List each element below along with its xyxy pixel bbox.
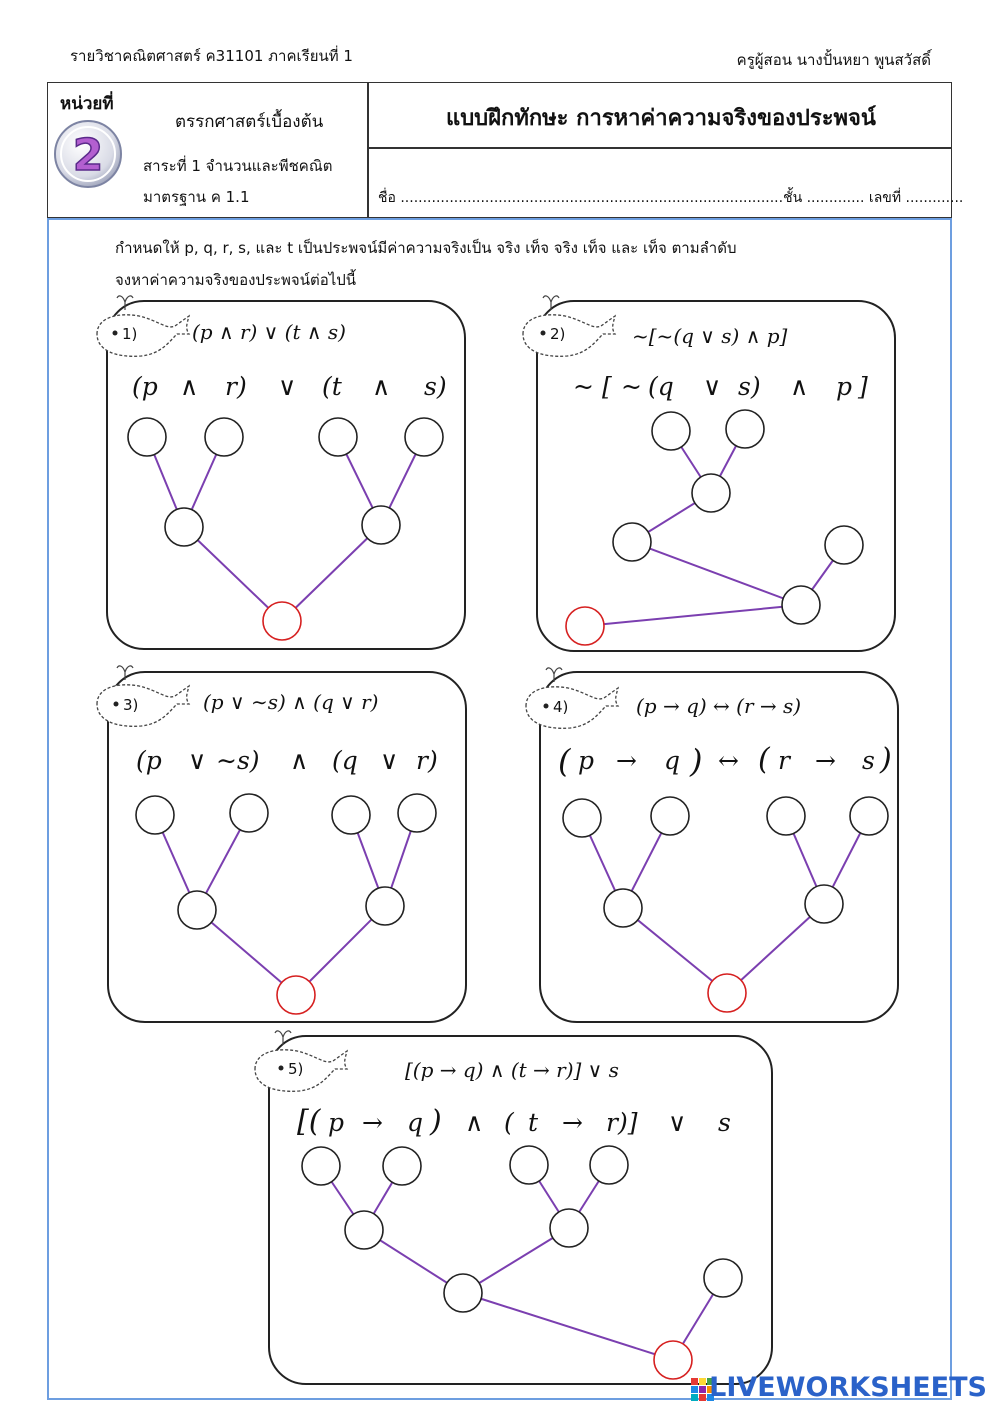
p3-token: ∧ [290,746,309,775]
problem-2-formula: ~[~(q ∨ s) ∧ p] [632,324,788,348]
answer-node[interactable] [205,418,243,456]
final-answer-node-2[interactable] [566,607,604,645]
name-field[interactable]: ชื่อ ......................................................................................ชั้น ............. เลขที่ ............. [378,190,964,206]
p5-token: ( [504,1108,514,1137]
problem-5-number: 5) [288,1060,304,1078]
instruction-line-1: กำหนดให้ p, q, r, s, และ t เป็นประพจน์มีค่าความจริงเป็น จริง เท็จ จริง เท็จ และ เท็จ ตามลำดับ [115,239,737,257]
answer-node[interactable] [405,418,443,456]
p4-token: ) [690,742,703,780]
p5-token: t [528,1108,539,1137]
answer-node[interactable] [510,1146,548,1184]
p1-token: (t [322,372,342,401]
p2-token: ~ [573,372,594,401]
answer-node[interactable] [704,1259,742,1297]
instruction-line-2: จงหาค่าความจริงของประพจน์ต่อไปนี้ [115,271,357,289]
p2-token: ∧ [790,372,809,401]
p4-token: ( [758,742,770,777]
p3-token: (p [136,746,162,775]
p2-token: p [836,372,853,401]
answer-node[interactable] [651,797,689,835]
answer-node[interactable] [767,797,805,835]
p4-token: s [862,746,875,775]
tree-nodes [128,410,888,1312]
p2-token: ] [858,372,868,401]
problem-4-formula: (p → q) ↔ (r → s) [636,694,802,718]
p4-token: q [664,746,681,775]
p5-token: ∧ [465,1108,484,1137]
answer-node[interactable] [319,418,357,456]
answer-node[interactable] [692,474,730,512]
p3-token: ∼s) [216,746,260,775]
brand-watermark: LIVEWORKSHEETS [709,1372,987,1403]
p4-token: r [778,746,790,775]
p5-token: [( [297,1104,321,1139]
answer-node[interactable] [652,412,690,450]
answer-node[interactable] [550,1209,588,1247]
p1-token: ∨ [278,372,297,401]
final-answer-node-5[interactable] [654,1341,692,1379]
answer-node[interactable] [362,506,400,544]
problem-1-number: 1) [122,325,138,343]
answer-node[interactable] [345,1211,383,1249]
answer-node[interactable] [230,794,268,832]
answer-node[interactable] [590,1146,628,1184]
p5-token: → [562,1108,583,1137]
answer-node[interactable] [782,586,820,624]
p3-token: ∨ [188,746,207,775]
page-title: แบบฝึกทักษะ การหาค่าความจริงของประพจน์ [446,106,876,131]
p5-token: s [718,1108,731,1137]
answer-node[interactable] [383,1147,421,1185]
p4-token: ) [880,742,892,777]
p2-token: ∨ [703,372,722,401]
unit-label: หน่วยที่ [60,94,114,114]
answer-node[interactable] [332,796,370,834]
p3-token: ∨ [380,746,399,775]
p4-token: → [815,746,836,775]
p4-token: → [616,746,637,775]
unit-number: 2 [72,130,104,181]
p2-token: s) [738,372,761,401]
strand: สาระที่ 1 จำนวนและพีชคณิต [143,157,333,175]
answer-node[interactable] [726,410,764,448]
teacher-header: ครูผู้สอน นางปั้นหยา พูนสวัสดิ์ [736,51,931,69]
tree-lines [147,429,869,1360]
answer-node[interactable] [136,796,174,834]
p4-token: p [578,746,595,775]
p2-token: ~ [621,372,642,401]
p5-token: → [362,1108,383,1137]
answer-node[interactable] [444,1274,482,1312]
answer-node[interactable] [825,526,863,564]
problem-4-number: 4) [553,698,569,716]
answer-node[interactable] [398,794,436,832]
p1-token: ∧ [180,372,199,401]
answer-node[interactable] [850,797,888,835]
problem-3-formula: (p ∨ ∼s) ∧ (q ∨ r) [203,690,379,714]
p1-token: (p [132,372,158,401]
problem-1-formula: (p ∧ r) ∨ (t ∧ s) [192,320,346,344]
p3-token: (q [332,746,358,775]
problem-2-number: 2) [550,325,566,343]
subject-header: รายวิชาคณิตศาสตร์ ค31101 ภาคเรียนที่ 1 [70,47,353,65]
p4-token: ↔ [718,746,739,775]
p5-token: ) [430,1104,442,1139]
topic: ตรรกศาสตร์เบื้องต้น [175,112,324,132]
final-answer-node-1[interactable] [263,602,301,640]
answer-node[interactable] [563,799,601,837]
p5-token: q [407,1108,424,1137]
final-answer-nodes [263,602,746,1379]
p3-token: r) [416,746,438,775]
final-answer-node-4[interactable] [708,974,746,1012]
answer-node[interactable] [805,885,843,923]
p2-token: (q [648,372,674,401]
answer-node[interactable] [366,887,404,925]
p5-token: p [328,1108,345,1137]
p1-token: ∧ [372,372,391,401]
standard: มาตรฐาน ค 1.1 [143,188,250,206]
final-answer-node-3[interactable] [277,976,315,1014]
answer-node[interactable] [302,1147,340,1185]
p5-token: ∨ [668,1108,687,1137]
p4-token: ( [558,742,571,780]
p5-token: r)] [606,1108,638,1137]
p2-token: [ [602,372,612,401]
p1-token: s) [424,372,447,401]
answer-node[interactable] [128,418,166,456]
answer-node[interactable] [604,889,642,927]
answer-node[interactable] [613,523,651,561]
problem-5-formula: [(p → q) ∧ (t → r)] ∨ s [405,1058,619,1082]
answer-node[interactable] [178,891,216,929]
p1-token: r) [225,372,247,401]
answer-node[interactable] [165,508,203,546]
problem-3-number: 3) [123,696,139,714]
